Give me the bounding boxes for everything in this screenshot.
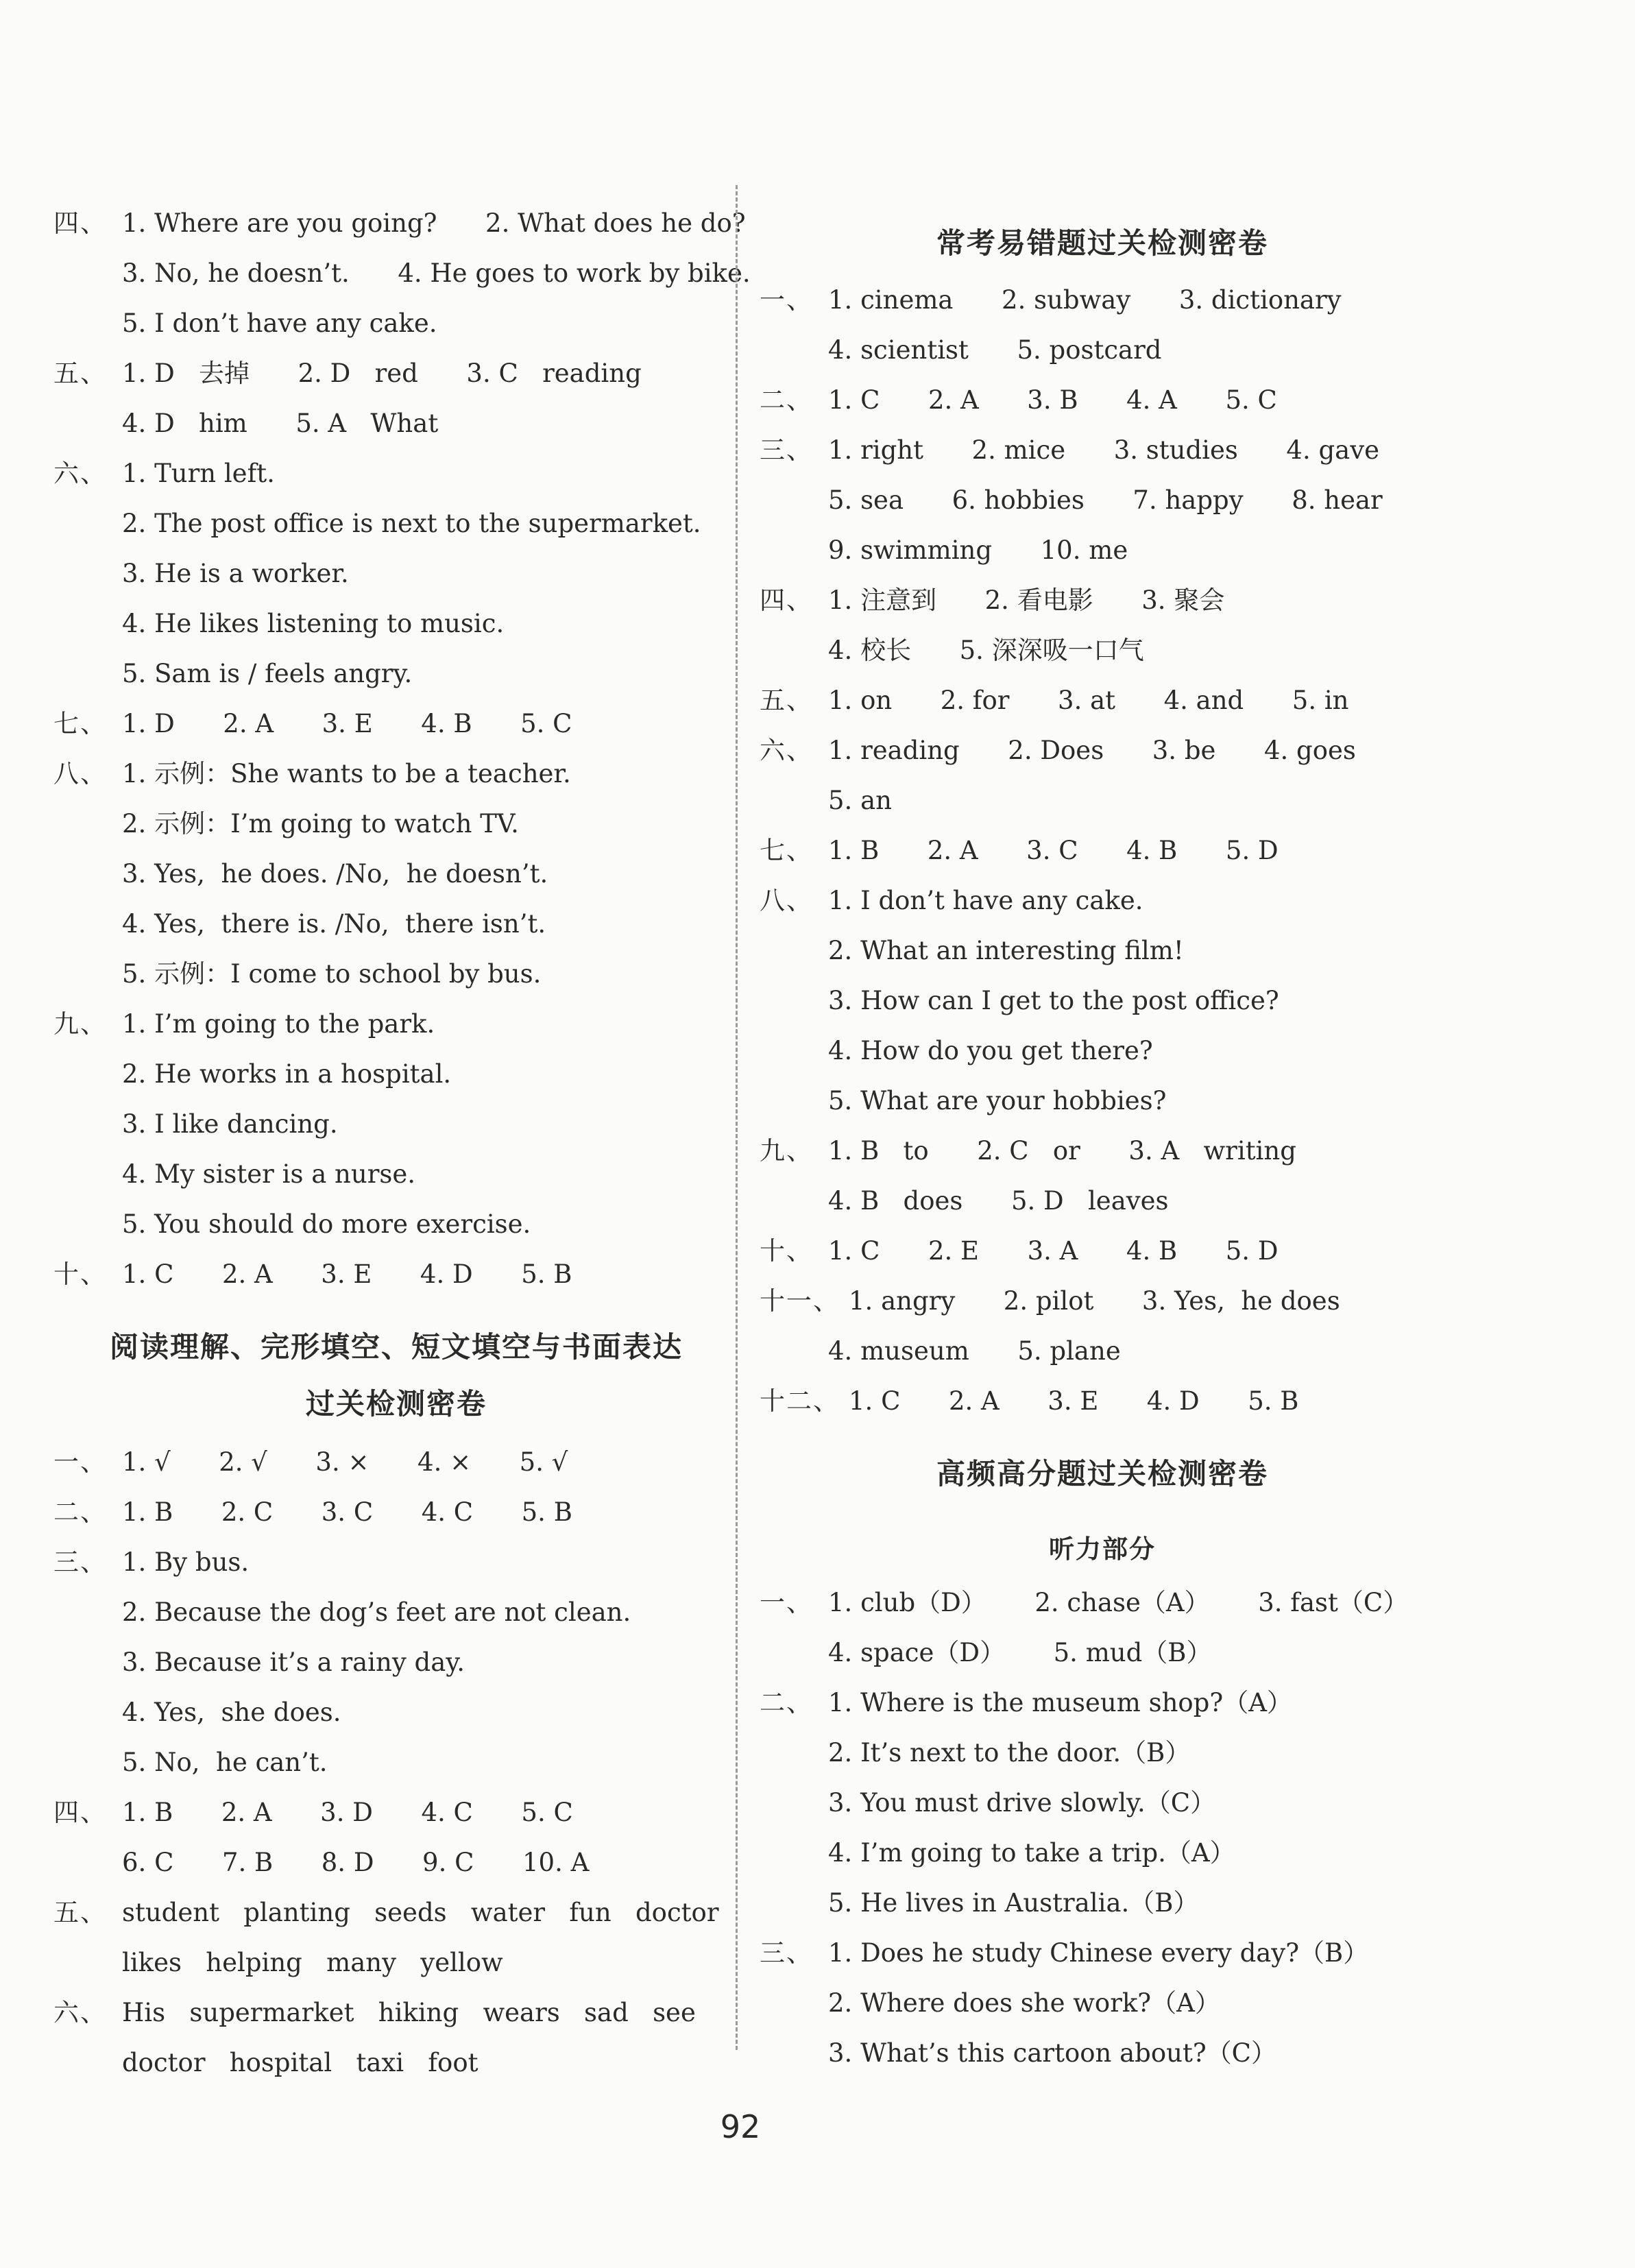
question-number: 六、 — [53, 459, 107, 488]
answer-line — [53, 1442, 568, 1483]
answer-text: 5. 示例：I come to school by bus. — [122, 959, 542, 989]
question-number: 三、 — [760, 435, 813, 465]
answer-text: 3. I like dancing. — [122, 1109, 338, 1139]
question-number: 七、 — [53, 709, 107, 738]
answer-text: 5. You should do more exercise. — [122, 1209, 531, 1239]
answer-line — [53, 603, 504, 644]
answer-text: 1. cinema 2. subway 3. dictionary — [828, 285, 1342, 315]
answer-line — [760, 1783, 1215, 1824]
question-number: 十、 — [760, 1236, 813, 1266]
answer-line — [760, 380, 1277, 421]
answer-text: 3. Because it’s a rainy day. — [122, 1648, 465, 1677]
answer-text: 1. Does he study Chinese every day?（B） — [828, 1938, 1369, 1968]
answer-text: 1. D 2. A 3. E 4. B 5. C — [122, 709, 572, 738]
answer-text: 1. 注意到 2. 看电影 3. 聚会 — [828, 586, 1225, 615]
question-number: 一、 — [760, 285, 813, 315]
question-number: 九、 — [53, 1009, 107, 1039]
answer-line — [53, 653, 412, 695]
answer-text: 2. What an interesting film! — [828, 936, 1184, 965]
answer-text: 5. He lives in Australia.（B） — [828, 1888, 1199, 1918]
answer-text: 4. He likes listening to music. — [122, 609, 505, 638]
answer-text: 3. How can I get to the post office? — [828, 986, 1279, 1015]
answer-text: 4. Yes, she does. — [122, 1698, 341, 1727]
answer-line — [760, 2033, 1276, 2074]
question-number: 二、 — [760, 1688, 813, 1717]
section-heading: 过关检测密卷 — [305, 1387, 487, 1421]
question-number: 五、 — [53, 359, 107, 388]
answer-text: 1. C 2. A 3. E 4. D 5. B — [122, 1259, 572, 1289]
question-number: 六、 — [760, 736, 813, 765]
answer-line — [53, 1154, 415, 1195]
answer-text: 2. Because the dog’s feet are not clean. — [122, 1597, 631, 1627]
answer-text: 1. D 去掉 2. D red 3. C reading — [122, 359, 642, 388]
section-heading: 高频高分题过关检测密卷 — [936, 1457, 1268, 1491]
page-number: 92 — [720, 2108, 761, 2145]
answer-line — [760, 1331, 1121, 1372]
answer-text: 1. Where are you going? 2. What does he do? — [122, 208, 746, 238]
answer-text: doctor hospital taxi foot — [122, 2048, 479, 2077]
answer-text: 4. scientist 5. postcard — [828, 335, 1162, 365]
answer-line — [53, 1842, 589, 1883]
answer-text: 9. swimming 10. me — [828, 535, 1128, 565]
answer-text: 5. Sam is / feels angry. — [122, 659, 413, 688]
answer-line — [53, 1792, 573, 1833]
answer-text: 5. No, he can’t. — [122, 1748, 328, 1777]
answer-text: His supermarket hiking wears sad see — [122, 1998, 696, 2027]
answer-text: 4. I’m going to take a trip.（A） — [828, 1838, 1235, 1868]
answer-text: 1. I don’t have any cake. — [828, 886, 1143, 915]
answer-line — [53, 1254, 572, 1295]
answer-line — [53, 904, 546, 945]
answer-line — [53, 1204, 531, 1245]
answer-line — [53, 1104, 338, 1145]
answer-line — [760, 1181, 1169, 1222]
section-heading: 常考易错题过关检测密卷 — [936, 226, 1268, 260]
answer-line — [53, 253, 751, 294]
answer-text: student planting seeds water fun doctor — [122, 1898, 719, 1927]
answer-text: 1. B 2. A 3. D 4. C 5. C — [122, 1798, 573, 1827]
answer-text: 2. Where does she work?（A） — [828, 1988, 1220, 2018]
answer-line — [760, 430, 1379, 471]
answer-line — [760, 480, 1383, 521]
answer-line — [53, 1992, 696, 2034]
answer-line — [53, 1054, 451, 1095]
answer-text: 3. You must drive slowly.（C） — [828, 1788, 1216, 1818]
answer-line — [53, 804, 519, 845]
question-number: 四、 — [53, 208, 107, 238]
answer-line — [53, 553, 349, 594]
question-number: 二、 — [53, 1497, 107, 1527]
answer-text: 3. What’s this cartoon about?（C） — [828, 2038, 1276, 2068]
answer-text: 1. on 2. for 3. at 4. and 5. in — [828, 686, 1349, 715]
answer-text: 4. Yes, there is. /No, there isn’t. — [122, 909, 546, 939]
answer-text: 1. By bus. — [122, 1547, 250, 1577]
answer-line — [760, 930, 1184, 972]
answer-line — [53, 1642, 465, 1683]
answer-line — [760, 1281, 1340, 1322]
answer-text: 4. B does 5. D leaves — [828, 1186, 1169, 1216]
question-number: 八、 — [760, 886, 813, 915]
answer-line — [53, 1942, 503, 1983]
answer-line — [53, 954, 541, 995]
answer-line — [53, 1892, 719, 1933]
answer-text: 3. No, he doesn’t. 4. He goes to work by bike. — [122, 258, 751, 288]
answer-line — [53, 1692, 341, 1733]
answer-line — [760, 830, 1279, 871]
answer-text: 5. an — [828, 786, 892, 815]
answer-text: 3. Yes, he does. /No, he doesn’t. — [122, 859, 548, 889]
answer-line — [53, 503, 701, 544]
answer-text: 5. I don’t have any cake. — [122, 309, 437, 338]
answer-text: 1. club（D） 2. chase（A） 3. fast（C） — [828, 1588, 1409, 1617]
answer-line — [760, 1733, 1190, 1774]
answer-text: 6. C 7. B 8. D 9. C 10. A — [122, 1848, 590, 1877]
answer-text: 2. It’s next to the door.（B） — [828, 1738, 1191, 1768]
answer-line — [760, 280, 1342, 321]
answer-line — [760, 1582, 1408, 1624]
answer-line — [760, 1933, 1368, 1974]
question-number: 五、 — [760, 686, 813, 715]
answer-line — [760, 880, 1143, 921]
answer-text: 3. He is a worker. — [122, 559, 349, 588]
answer-line — [760, 1833, 1235, 1874]
answer-line — [760, 680, 1349, 721]
answer-line — [53, 703, 572, 745]
answer-line — [760, 330, 1162, 371]
answer-line — [53, 1492, 572, 1533]
question-number: 六、 — [53, 1998, 107, 2027]
answer-text: 1. C 2. E 3. A 4. B 5. D — [828, 1236, 1279, 1266]
answer-text: 1. reading 2. Does 3. be 4. goes — [828, 736, 1356, 765]
answer-text: 1. right 2. mice 3. studies 4. gave — [828, 435, 1380, 465]
answer-line — [760, 730, 1356, 771]
answer-text: 4. D him 5. A What — [122, 409, 439, 438]
answer-text: 5. sea 6. hobbies 7. happy 8. hear — [828, 485, 1383, 515]
answer-line — [760, 580, 1224, 621]
answer-text: 1. angry 2. pilot 3. Yes, he does — [849, 1286, 1340, 1316]
answer-text: 1. Turn left. — [122, 459, 275, 488]
answer-text: 4. 校长 5. 深深吸一口气 — [828, 636, 1144, 665]
answer-text: likes helping many yellow — [122, 1948, 503, 1977]
answer-line — [760, 1883, 1198, 1924]
answer-text: 4. My sister is a nurse. — [122, 1159, 416, 1189]
answer-text: 1. B 2. C 3. C 4. C 5. B — [122, 1497, 572, 1527]
question-number: 十一、 — [760, 1286, 840, 1316]
answer-line — [53, 453, 275, 494]
answer-text: 2. He works in a hospital. — [122, 1059, 452, 1089]
answer-text: 2. The post office is next to the supermarket. — [122, 509, 701, 538]
question-number: 三、 — [53, 1547, 107, 1577]
question-number: 九、 — [760, 1136, 813, 1166]
column-divider — [736, 185, 738, 2050]
answer-line — [760, 980, 1279, 1022]
answer-text: 1. C 2. A 3. B 4. A 5. C — [828, 385, 1277, 415]
answer-text: 1. Where is the museum shop?（A） — [828, 1688, 1292, 1717]
answer-line — [53, 1004, 435, 1045]
answer-text: 4. space（D） 5. mud（B） — [828, 1638, 1212, 1667]
answer-line — [53, 203, 746, 244]
answer-line — [760, 1983, 1220, 2024]
answer-line — [53, 1542, 249, 1583]
answer-text: 1. 示例：She wants to be a teacher. — [122, 759, 571, 788]
answer-line — [760, 530, 1128, 571]
answer-line — [760, 1682, 1292, 1724]
answer-line — [53, 303, 437, 344]
answer-line — [760, 1632, 1212, 1674]
answer-line — [760, 630, 1144, 671]
question-number: 三、 — [760, 1938, 813, 1968]
answer-text: 1. C 2. A 3. E 4. D 5. B — [849, 1386, 1299, 1416]
question-number: 一、 — [760, 1588, 813, 1617]
question-number: 四、 — [760, 586, 813, 615]
answer-text: 1. B 2. A 3. C 4. B 5. D — [828, 836, 1279, 865]
answer-text: 5. What are your hobbies? — [828, 1086, 1167, 1115]
answer-text: 1. √ 2. √ 3. × 4. × 5. √ — [122, 1447, 568, 1477]
answer-line — [53, 753, 571, 795]
section-heading: 阅读理解、完形填空、短文填空与书面表达 — [109, 1330, 683, 1364]
answer-line — [760, 780, 892, 821]
answer-text: 4. museum 5. plane — [828, 1336, 1121, 1366]
answer-line — [53, 1592, 631, 1633]
answer-line — [53, 2042, 478, 2084]
answer-text: 2. 示例：I’m going to watch TV. — [122, 809, 519, 839]
question-number: 十、 — [53, 1259, 107, 1289]
answer-line — [760, 1081, 1167, 1122]
question-number: 七、 — [760, 836, 813, 865]
question-number: 十二、 — [760, 1386, 840, 1416]
question-number: 五、 — [53, 1898, 107, 1927]
question-number: 一、 — [53, 1447, 107, 1477]
question-number: 八、 — [53, 759, 107, 788]
question-number: 四、 — [53, 1798, 107, 1827]
answer-line — [53, 854, 548, 895]
answer-line — [53, 1742, 328, 1783]
answer-text: 1. I’m going to the park. — [122, 1009, 435, 1039]
answer-line — [760, 1231, 1278, 1272]
answer-line — [760, 1030, 1153, 1072]
answer-line — [760, 1131, 1296, 1172]
question-number: 二、 — [760, 385, 813, 415]
answer-text: 1. B to 2. C or 3. A writing — [828, 1136, 1296, 1166]
answer-line — [53, 403, 438, 444]
answer-line — [760, 1381, 1298, 1422]
answer-line — [53, 353, 642, 394]
answer-text: 4. How do you get there? — [828, 1036, 1153, 1065]
section-subheading: 听力部分 — [1049, 1534, 1156, 1564]
